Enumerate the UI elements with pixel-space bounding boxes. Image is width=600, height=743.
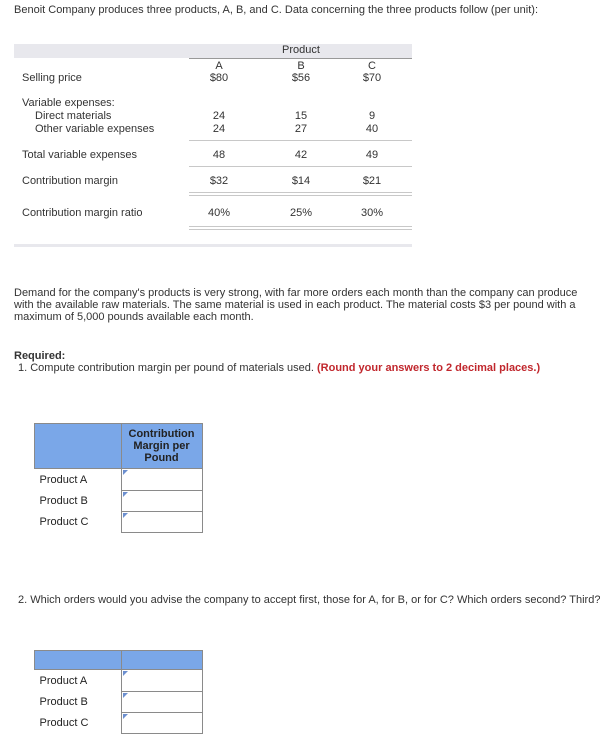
direct-materials-a: 24 <box>212 110 226 122</box>
variable-expenses-label: Variable expenses: <box>22 97 115 109</box>
cm-divider-2 <box>189 195 412 196</box>
cm-ratio-c: 30% <box>360 207 384 219</box>
cm-ratio-label: Contribution margin ratio <box>22 207 143 219</box>
priority-cell-a[interactable] <box>121 670 202 692</box>
cm-ratio-a: 40% <box>207 207 231 219</box>
row-label-product-c: Product C <box>39 515 89 528</box>
priority-cell-c[interactable] <box>121 712 202 733</box>
other-variable-b: 27 <box>294 123 308 135</box>
intro-text: Benoit Company produces three products, A, B, and C. Data concerning the three products follow (per unit): <box>14 4 539 16</box>
cm-per-pound-header: Contribution Margin per Pound <box>121 424 202 469</box>
blank-header-cell <box>35 424 122 469</box>
subtotal-divider <box>189 140 412 141</box>
question-1 <box>14 362 586 374</box>
total-variable-b: 42 <box>294 149 308 161</box>
priority-value-header <box>121 651 202 670</box>
total-variable-c: 49 <box>365 149 379 161</box>
ratio-divider-1 <box>189 226 412 227</box>
other-variable-label: Other variable expenses <box>35 123 155 135</box>
selling-price-a: $80 <box>209 72 229 84</box>
contribution-margin-a: $32 <box>209 175 229 187</box>
col-header-c: C <box>368 60 376 72</box>
cm-per-pound-table <box>34 423 203 533</box>
direct-materials-label: Direct materials <box>35 110 112 122</box>
direct-materials-b: 15 <box>294 110 308 122</box>
contribution-margin-label: Contribution margin <box>22 175 118 187</box>
question-1-text: 1. Compute contribution margin per pound of materials used. <box>18 362 314 374</box>
col-header-b: B <box>297 60 305 72</box>
contribution-margin-b: $14 <box>291 175 311 187</box>
selling-price-label: Selling price <box>22 72 82 84</box>
ratio-divider-2 <box>189 229 412 230</box>
cm-per-pound-cell-b[interactable] <box>121 490 202 511</box>
required-section <box>14 350 586 374</box>
total-variable-label: Total variable expenses <box>22 149 137 161</box>
total-variable-a: 48 <box>212 149 226 161</box>
selling-price-c: $70 <box>362 72 382 84</box>
row-label-product-a: Product A <box>39 473 88 486</box>
demand-paragraph: Demand for the company's products is very strong, with far more orders each month than the company can produce with the available raw materials. The same material is used in each product. The material costs $3 per pound with a maximum of 5,000 pounds available each month. <box>14 287 578 323</box>
cm-per-pound-cell-a[interactable] <box>121 469 202 491</box>
priority-label-product-c: Product C <box>39 716 89 729</box>
cm-per-pound-input-b[interactable] <box>126 491 202 510</box>
product-header: Product <box>282 44 320 56</box>
required-title: Required: <box>14 350 66 362</box>
selling-price-b: $56 <box>291 72 311 84</box>
cm-per-pound-input-a[interactable] <box>126 470 202 489</box>
contribution-margin-c: $21 <box>362 175 382 187</box>
table-footer-band <box>14 244 412 247</box>
other-variable-a: 24 <box>212 123 226 135</box>
priority-input-b[interactable] <box>126 692 202 711</box>
priority-input-c[interactable] <box>126 713 202 732</box>
table-header-band <box>14 44 412 58</box>
direct-materials-c: 9 <box>368 110 376 122</box>
question-1-note: (Round your answers to 2 decimal places.) <box>317 362 541 374</box>
total-divider <box>189 166 412 167</box>
cm-per-pound-input-c[interactable] <box>126 512 202 531</box>
question-2: 2. Which orders would you advise the company to accept first, those for A, for B, or for C? Which orders second? Third? <box>18 594 600 606</box>
order-priority-table <box>34 650 203 734</box>
priority-cell-b[interactable] <box>121 691 202 712</box>
product-data-table <box>14 44 412 247</box>
row-label-product-b: Product B <box>39 494 88 507</box>
cm-per-pound-cell-c[interactable] <box>121 511 202 532</box>
priority-label-product-a: Product A <box>39 674 88 687</box>
header-divider <box>189 58 412 59</box>
cm-ratio-b: 25% <box>289 207 313 219</box>
priority-blank-header <box>35 651 122 670</box>
priority-input-a[interactable] <box>126 671 202 690</box>
other-variable-c: 40 <box>365 123 379 135</box>
col-header-a: A <box>215 60 223 72</box>
cm-divider-1 <box>189 192 412 193</box>
priority-label-product-b: Product B <box>39 695 88 708</box>
